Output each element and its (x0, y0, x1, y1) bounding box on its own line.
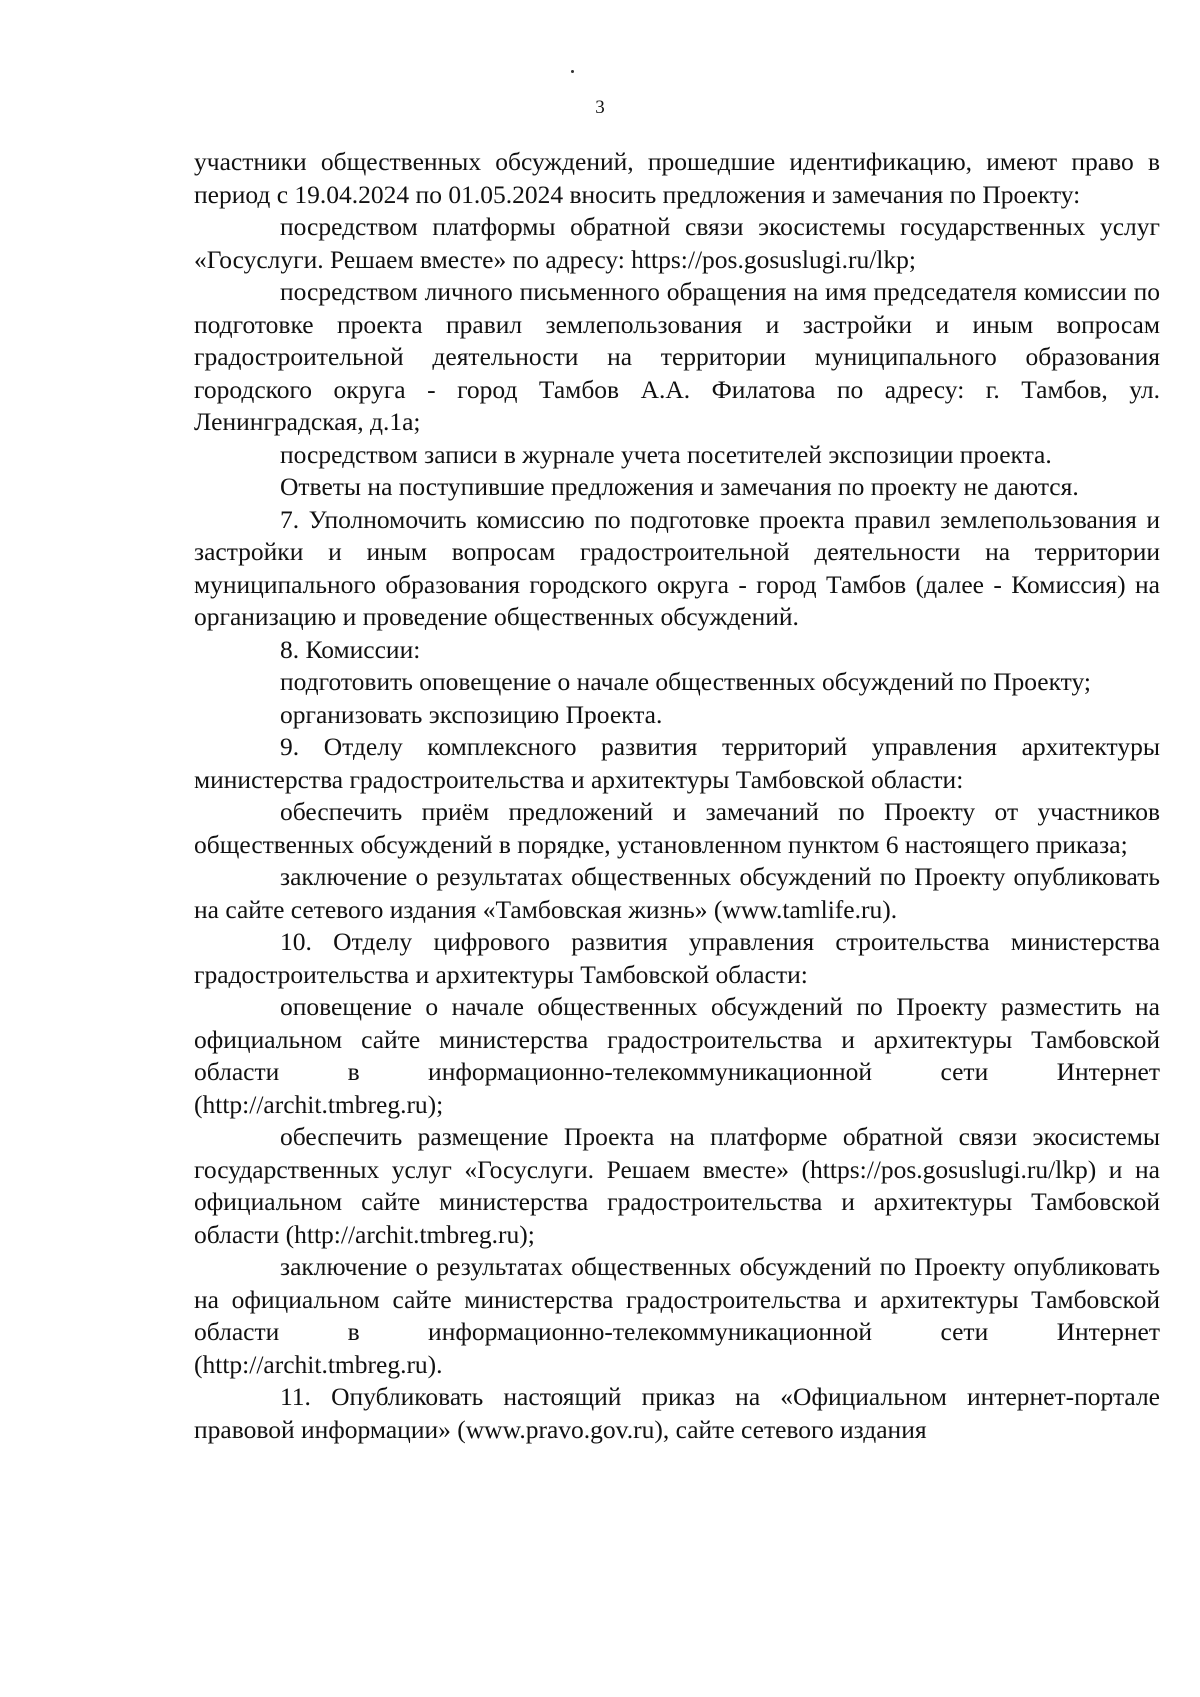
paragraph-ensure-reception: обеспечить приём предложений и замечаний по Проекту от участников общественных обсуждений в порядке, установленном пунктом 6 настоящего приказа; (194, 797, 1160, 859)
paragraph-via-letter: посредством личного письменного обращения на имя председателя комиссии по подготовке проекта правил землепользования и застройки и иным вопросам градостроительной деятельности на территории муниципального образования городского округа - город Тамбов А.А. Филатова по адресу: г. Тамбов, ул. Ленинградская, д.1а; (194, 277, 1160, 436)
paragraph-participants-rights: участники общественных обсуждений, прошедшие идентификацию, имеют право в период с 19.04.2024 по 01.05.2024 вносить предложения и замечания по Проекту: (194, 147, 1160, 209)
paragraph-prepare-notice: подготовить оповещение о начале общественных обсуждений по Проекту; (280, 667, 1091, 696)
paragraph-no-answers: Ответы на поступившие предложения и замечания по проекту не даются. (280, 472, 1079, 501)
scan-speck (571, 70, 574, 73)
paragraph-place-notice: оповещение о начале общественных обсуждений по Проекту разместить на официальном сайте министерства градостроительства и архитектуры Тамбовской области в информационно-телекоммуникационной сети Интернет (http://archit.tmbreg.ru); (194, 992, 1160, 1119)
paragraph-item-8: 8. Комиссии: (280, 634, 421, 664)
paragraph-publish-conclusion: заключение о результатах общественных обсуждений по Проекту опубликовать на официальном сайте министерства градостроительства и архитектуры Тамбовской области в информационно-телекоммуникационной сети Интернет (http://archit.tmbreg.ru). (194, 1252, 1160, 1379)
paragraph-place-project: обеспечить размещение Проекта на платформе обратной связи экосистемы государственных услуг «Госуслуги. Решаем вместе» (https://pos.gosuslugi.ru/lkp) и на официальном сайте министерства градостроительства и архитектуры Тамбовской области (http://archit.tmbreg.ru); (194, 1122, 1160, 1249)
document-body (194, 146, 1160, 1446)
paragraph-item-11: 11. Опубликовать настоящий приказ на «Официальном интернет-портале правовой информации» (www.pravo.gov.ru), сайте сетевого издания (194, 1382, 1160, 1444)
paragraph-via-gosuslugi: посредством платформы обратной связи экосистемы государственных услуг «Госуслуги. Решаем вместе» по адресу: https://pos.gosuslugi.ru/lkp; (194, 212, 1160, 274)
paragraph-organize-exposition: организовать экспозицию Проекта. (280, 699, 663, 729)
paragraph-item-9: 9. Отделу комплексного развития территорий управления архитектуры министерства градостроительства и архитектуры Тамбовской области: (194, 732, 1160, 794)
paragraph-via-journal: посредством записи в журнале учета посетителей экспозиции проекта. (280, 439, 1052, 469)
paragraph-publish-tamlife: заключение о результатах общественных обсуждений по Проекту опубликовать на сайте сетевого издания «Тамбовская жизнь» (www.tamlife.ru). (194, 862, 1160, 924)
paragraph-item-7: 7. Уполномочить комиссию по подготовке проекта правил землепользования и застройки и иным вопросам градостроительной деятельности на территории муниципального образования городского округа - город Тамбов (далее - Комиссия) на организацию и проведение общественных обсуждений. (194, 504, 1160, 631)
paragraph-item-10: 10. Отделу цифрового развития управления строительства министерства градостроительства и архитектуры Тамбовской области: (194, 927, 1160, 989)
page-number: 3 (595, 97, 605, 118)
